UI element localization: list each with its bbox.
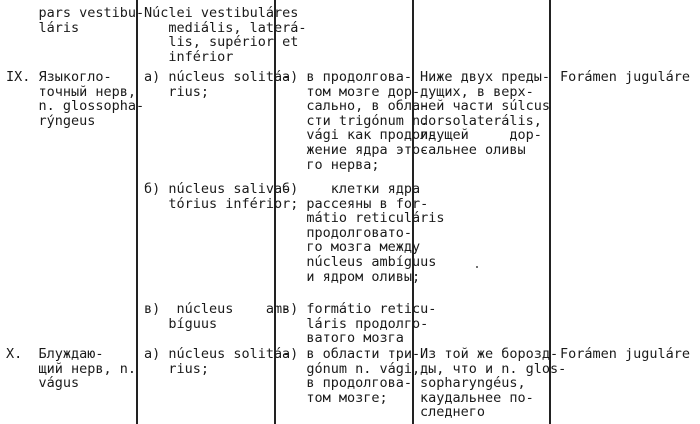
cell-nerve-ix-location-b: б) клетки ядра рассеяны в for- mátio reticuláris продолговато- го мозга между núcleus ambíguus и ядром оливы; xyxy=(282,181,445,285)
cell-nerve-ix-nucleus-b: б) núcleus saliva- tórius inférior; xyxy=(144,181,299,212)
cell-nerve-ix-nucleus-c: в) núcleus am- bíguus xyxy=(144,301,291,332)
cell-nerve-x-exit: Из той же борозд- ды, что и n. glos- sopharyngéus, каудальнее по- следнего xyxy=(420,346,567,421)
column-divider-1 xyxy=(136,0,138,424)
cell-nerve-x-nucleus-a: а) núcleus solitá- rius; xyxy=(144,346,291,377)
cell-nerve-ix-foramen: Forámen juguláre xyxy=(560,69,691,85)
cell-nerve-ix-nucleus-a: a) núcleus solitá- rius; xyxy=(144,69,291,100)
cell-vestibular-part: pars vestibu- láris xyxy=(38,5,145,36)
scan-speck xyxy=(476,266,478,268)
cell-nerve-x-name: X. Блуждаю- щий нерв, n. vágus xyxy=(6,346,137,392)
cell-nerve-ix-name: IX. Языкогло- точный нерв, n. glossopha- rýngeus xyxy=(6,69,145,129)
cell-nerve-ix-location-c: в) formátio reticu- láris продолго- ватого мозга xyxy=(282,301,437,347)
cell-nerve-x-location-a: а) в области три- gónum n. vági, в продолговa- том мозге; xyxy=(282,346,421,406)
cell-nerve-ix-exit: Ниже двух преды- дущих, в верх- ней части súlcus dorsolaterális, идущей дор- сальнее оливы xyxy=(420,69,551,158)
cell-vestibular-nuclei: Núclei vestibuláres mediális, laterá- lis, supérior et inférior xyxy=(144,5,307,65)
cell-nerve-ix-location-a: а) в продолговa- том мозге дор- сально, в обла- сти trigónum n. vági как продол- жение ядра это- го нерва; xyxy=(282,69,437,173)
cell-nerve-x-foramen: Forámen juguláre xyxy=(560,346,691,362)
